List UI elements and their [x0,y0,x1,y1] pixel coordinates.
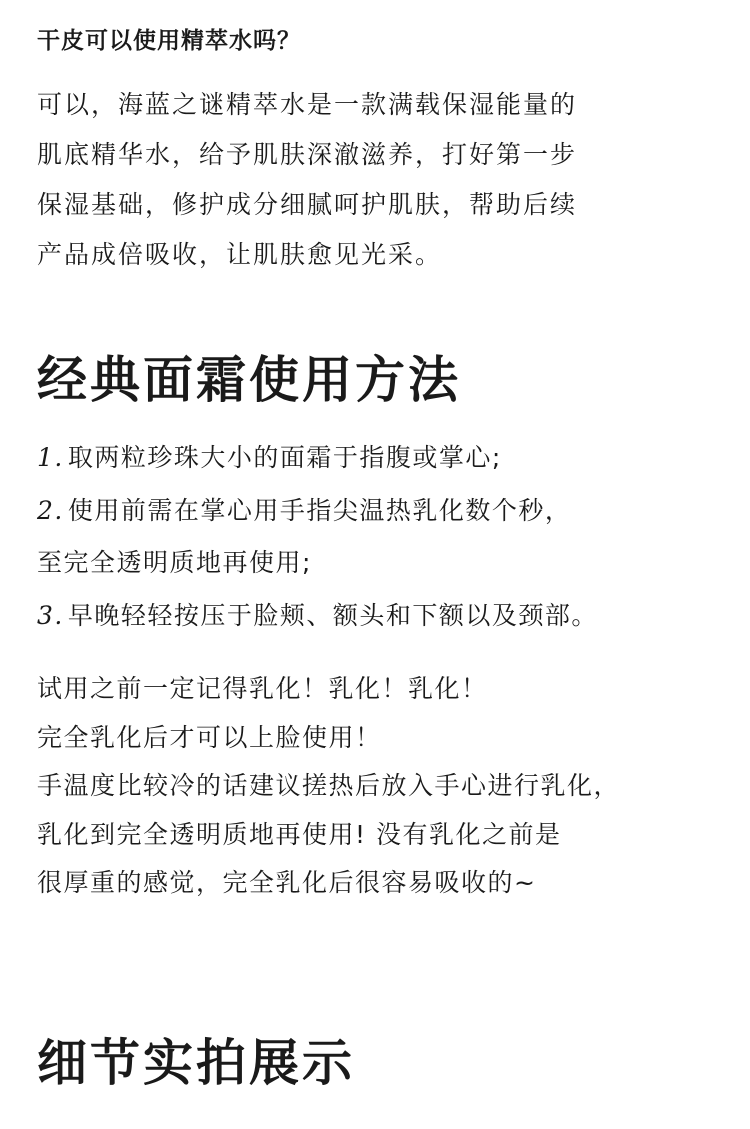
usage-section-title: 经典面霜使用方法 [37,350,461,409]
tip-line: 乳化到完全透明质地再使用! 没有乳化之前是 [37,819,562,849]
tip-line: 试用之前一定记得乳化！乳化！乳化！ [37,674,488,703]
step-number: 2. [37,495,64,525]
qa-question: 干皮可以使用精萃水吗？ [37,28,301,54]
qa-answer-line: 产品成倍吸收，让肌肤愈见光采。 [37,240,443,269]
step-text: 早晚轻轻按压于脸颊、额头和下额以及颈部。 [67,600,598,630]
qa-answer-line: 肌底精华水，给予肌肤深澈滋养，打好第一步 [37,140,578,169]
qa-answer [37,80,730,280]
tip-line: 手温度比较冷的话建议搓热后放入手心进行乳化， [37,771,621,800]
step-number: 3. [37,600,64,630]
qa-answer-line: 保湿基础，修护成分细腻呵护肌肤，帮助后续 [37,190,578,219]
usage-step [37,432,730,485]
usage-steps [37,432,730,642]
qa-answer-line: 可以，海蓝之谜精萃水是一款满载保湿能量的 [37,90,578,119]
usage-step [37,590,730,643]
step-number: 1. [37,443,64,472]
tip-line: 完全乳化后才可以上脸使用！ [37,722,382,752]
step-text: 使用前需在掌心用手指尖温热乳化数个秒， [67,495,572,525]
step-text: 取两粒珍珠大小的面霜于指腹或掌心; [67,443,502,472]
usage-step [37,537,730,590]
emulsify-tips [37,665,730,908]
tip-line: 很厚重的感觉，完全乳化后很容易吸收的~ [37,868,537,897]
step-text: 至完全透明质地再使用; [37,548,312,577]
usage-step [37,485,730,538]
detail-section-title: 细节实拍展示 [37,1033,355,1092]
